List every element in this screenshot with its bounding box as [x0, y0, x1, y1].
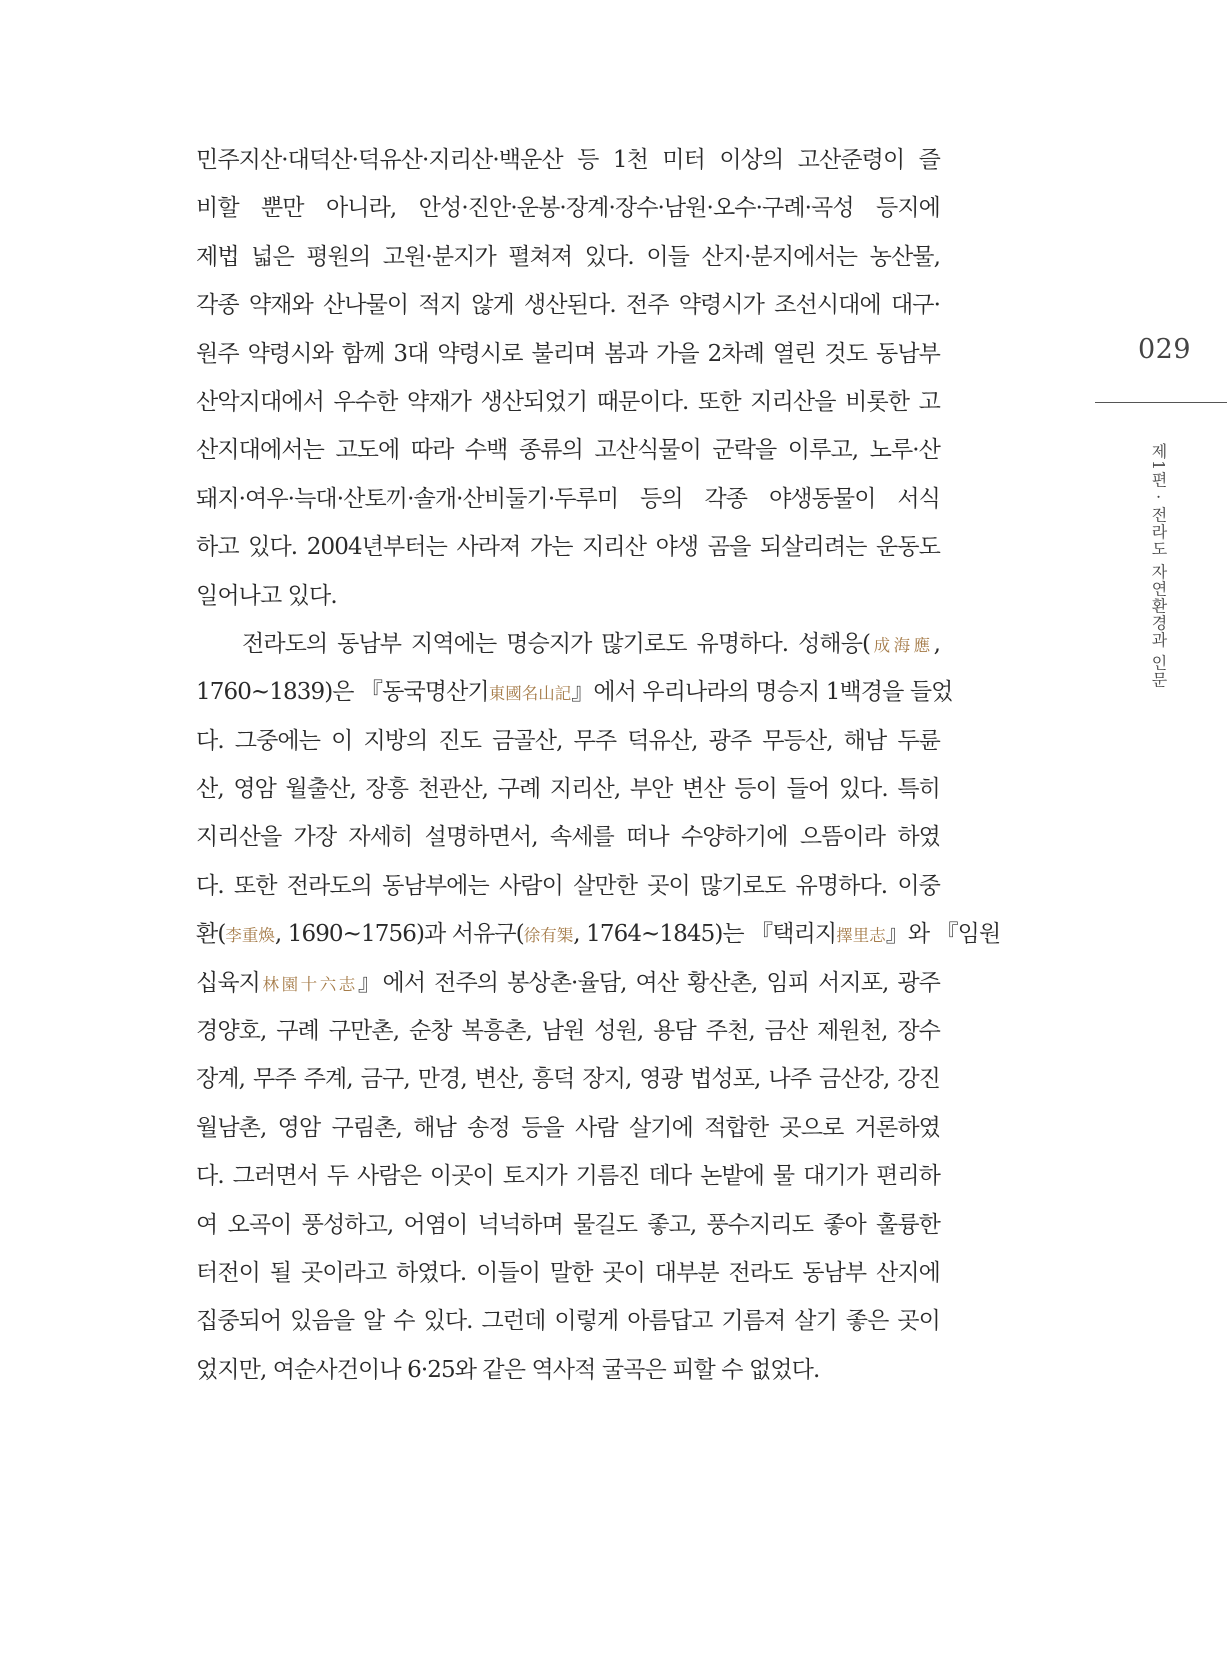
text-segment: 』에서 전주의 봉상촌·율담, 여산 황산촌, 임피 서지포, 광주: [357, 969, 940, 996]
text-segment: 산, 영암 월출산, 장흥 천관산, 구례 지리산, 부안 변산 등이 들어 있다. 특히: [196, 776, 940, 803]
text-segment: 다. 또한 전라도의 동남부에는 사람이 살만한 곳이 많기로도 유명하다. 이중: [196, 872, 940, 899]
text-segment: 비할 뿐만 아니라, 안성·진안·운봉·장계·장수·남원·오수·구례·곡성 등지에: [196, 195, 940, 222]
hanja-annotation: 徐有榘: [523, 926, 574, 946]
text-line: [196, 572, 940, 620]
text-segment: 원주 약령시와 함께 3대 약령시로 불리며 봄과 가을 2차례 열린 것도 동남부: [196, 340, 940, 367]
text-segment: 산악지대에서 우수한 약재가 생산되었기 때문이다. 또한 지리산을 비롯한 고: [196, 388, 940, 415]
text-segment: 1760~1839)은 『동국명산기: [196, 679, 489, 706]
hanja-annotation: 成海應: [870, 635, 934, 655]
text-segment: 다. 그러면서 두 사람은 이곳이 토지가 기름진 데다 논밭에 물 대기가 편리하: [196, 1163, 940, 1190]
text-segment: 제법 넓은 평원의 고원·분지가 펼쳐져 있다. 이들 산지·분지에서는 농산물,: [196, 243, 940, 270]
text-segment: , 1764~1845)는 『택리지: [573, 921, 837, 948]
text-line: [196, 1104, 940, 1152]
text-line: [196, 910, 1001, 958]
text-line: [196, 1055, 940, 1103]
text-line: [196, 233, 940, 281]
text-line: [196, 426, 940, 474]
text-line: [196, 184, 940, 232]
page-number: 029: [1138, 334, 1192, 365]
text-line: [196, 378, 940, 426]
text-segment: 장계, 무주 주계, 금구, 만경, 변산, 흥덕 장지, 영광 법성포, 나주 금산강, 강진: [196, 1066, 940, 1093]
text-line: [196, 330, 940, 378]
text-line: [196, 1152, 940, 1200]
hanja-annotation: 東國名山記: [488, 684, 572, 704]
text-line: [196, 475, 940, 523]
text-segment: 』에서 우리나라의 명승지 1백경을 들었: [571, 679, 953, 706]
text-segment: 월남촌, 영암 구림촌, 해남 송정 등을 사람 살기에 적합한 곳으로 거론하였: [196, 1114, 940, 1141]
text-segment: 었지만, 여순사건이나 6·25와 같은 역사적 굴곡은 피할 수 없었다.: [196, 1356, 820, 1383]
text-segment: 일어나고 있다.: [196, 582, 337, 609]
text-segment: , 1690~1756)과 서유구(: [274, 921, 524, 948]
text-line: [196, 136, 940, 184]
chapter-title-vertical: 제1편 · 전라도 자연환경과 인문: [1149, 443, 1168, 689]
text-line: [196, 1007, 940, 1055]
text-line: [196, 1297, 940, 1345]
text-segment: 』와 『임원: [885, 921, 1001, 948]
body-text: [196, 136, 1001, 1394]
text-line: [196, 813, 940, 861]
text-line: [196, 281, 940, 329]
text-line: [196, 1201, 940, 1249]
text-segment: 산지대에서는 고도에 따라 수백 종류의 고산식물이 군락을 이루고, 노루·산: [196, 437, 940, 464]
text-line: [196, 523, 940, 571]
text-segment: 다. 그중에는 이 지방의 진도 금골산, 무주 덕유산, 광주 무등산, 해남 두륜: [196, 727, 940, 754]
text-segment: 여 오곡이 풍성하고, 어염이 넉넉하며 물길도 좋고, 풍수지리도 좋아 훌륭한: [196, 1211, 940, 1238]
text-segment: 경양호, 구례 구만촌, 순창 복흥촌, 남원 성원, 용담 주천, 금산 제원천, 장수: [196, 1018, 940, 1045]
text-line: [196, 959, 940, 1007]
hanja-annotation: 擇里志: [836, 926, 886, 946]
hanja-annotation: 林園十六志: [259, 974, 358, 994]
text-segment: 환(: [196, 921, 226, 948]
text-segment: 돼지·여우·늑대·산토끼·솔개·산비둘기·두루미 등의 각종 야생동물이 서식: [196, 485, 940, 512]
text-line: [196, 1346, 940, 1394]
text-segment: 전라도의 동남부 지역에는 명승지가 많기로도 유명하다. 성해응(: [242, 630, 871, 657]
text-line: [196, 862, 940, 910]
text-line: [196, 668, 953, 716]
text-segment: 민주지산·대덕산·덕유산·지리산·백운산 등 1천 미터 이상의 고산준령이 즐: [196, 147, 940, 173]
hanja-annotation: 李重煥: [225, 926, 275, 946]
text-line: [196, 717, 940, 765]
text-segment: 각종 약재와 산나물이 적지 않게 생산된다. 전주 약령시가 조선시대에 대구·: [196, 292, 940, 319]
text-segment: 터전이 될 곳이라고 하였다. 이들이 말한 곳이 대부분 전라도 동남부 산지에: [196, 1259, 940, 1286]
text-segment: 십육지: [196, 969, 260, 996]
divider: [1095, 402, 1227, 403]
text-line: [196, 765, 940, 813]
text-segment: 집중되어 있음을 알 수 있다. 그런데 이렇게 아름답고 기름져 살기 좋은 곳이: [196, 1308, 940, 1335]
text-line: [196, 620, 940, 668]
text-segment: ,: [933, 630, 941, 657]
text-segment: 지리산을 가장 자세히 설명하면서, 속세를 떠나 수양하기에 으뜸이라 하였: [196, 824, 940, 851]
text-line: [196, 1249, 940, 1297]
text-segment: 하고 있다. 2004년부터는 사라져 가는 지리산 야생 곰을 되살리려는 운동도: [196, 534, 940, 561]
